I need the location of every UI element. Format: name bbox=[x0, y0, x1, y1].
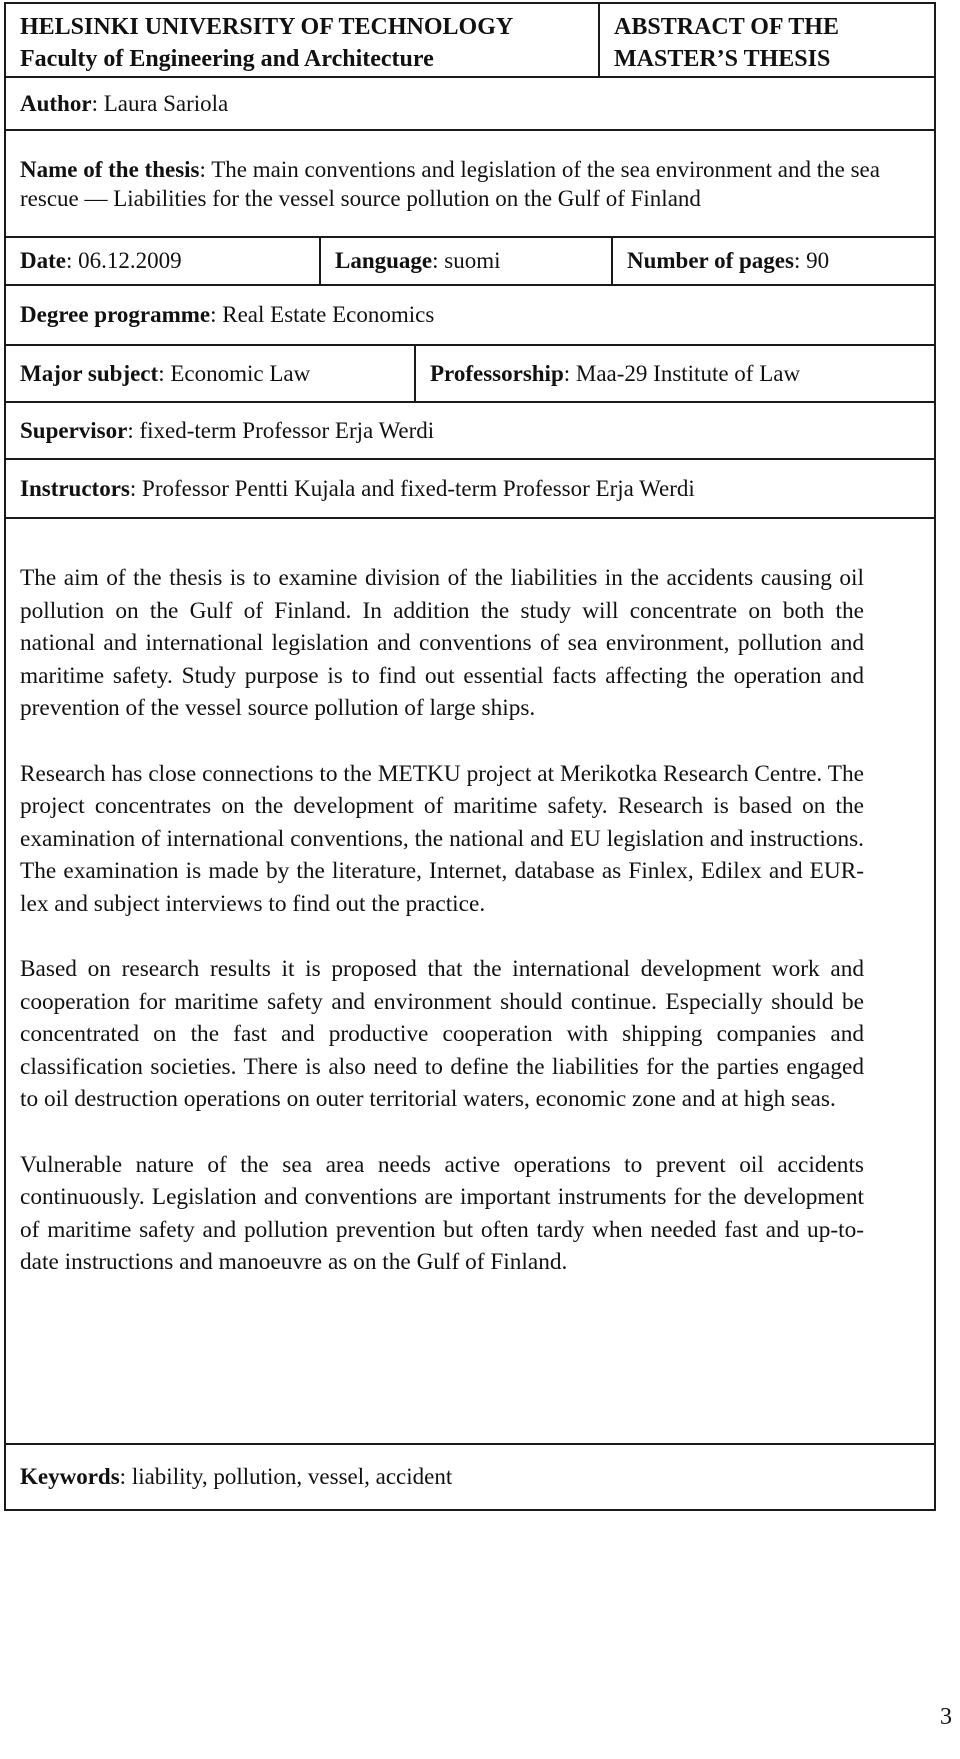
thesis-name-row bbox=[6, 131, 934, 238]
page-number: 3 bbox=[940, 1704, 952, 1730]
language-field: Language: suomi bbox=[319, 238, 611, 284]
pages-field: Number of pages: 90 bbox=[611, 238, 934, 284]
author-value: Laura Sariola bbox=[103, 90, 229, 116]
header-row bbox=[6, 4, 934, 78]
major-professorship-row bbox=[6, 346, 934, 403]
abstract-body bbox=[6, 519, 934, 1314]
abstract-paragraph-4: Vulnerable nature of the sea area needs active operations to prevent oil accidents continuously. Legislation and conventions are important instruments for the development of maritime safety and pollution prevention but often tardy when needed fast and up-to-date instructions and manoeuvre as on the Gulf of Finland. bbox=[20, 1151, 864, 1275]
supervisor-row bbox=[6, 403, 934, 460]
author-row bbox=[6, 78, 934, 131]
author-label: Author bbox=[20, 90, 92, 116]
major-value: Economic Law bbox=[170, 360, 311, 386]
professorship-field: Professorship: Maa-29 Institute of Law bbox=[414, 346, 934, 401]
degree-label: Degree programme bbox=[20, 302, 211, 327]
faculty-name: Faculty of Engineering and Architecture bbox=[20, 46, 434, 72]
abstract-form bbox=[4, 2, 936, 1511]
date-language-pages-row bbox=[6, 238, 934, 286]
abstract-paragraph-3: Based on research results it is proposed that the international development work and cooperation for maritime safety and environment should continue. Especially should be concentrated on the fast and productive cooperation with shipping companies and classification societies. There is also need to define the liabilities for the parties engaged to oil destruction operations on outer territorial waters, economic zone and at high seas. bbox=[20, 956, 864, 1112]
date-label: Date bbox=[20, 248, 66, 273]
document-type-line2: MASTER’S THESIS bbox=[614, 46, 831, 72]
university-name: HELSINKI UNIVERSITY OF TECHNOLOGY bbox=[20, 14, 514, 40]
major-field: Major subject: Economic Law bbox=[20, 360, 311, 386]
professorship-value: Maa-29 Institute of Law bbox=[575, 360, 801, 386]
instructors-field: Instructors: Professor Pentti Kujala and fixed-term Professor Erja Werdi bbox=[20, 475, 695, 501]
keywords-row bbox=[6, 1445, 934, 1509]
supervisor-label: Supervisor bbox=[20, 417, 128, 443]
language-value: suomi bbox=[444, 248, 501, 273]
keywords-field: Keywords: liability, pollution, vessel, accident bbox=[20, 1464, 453, 1489]
keywords-value: liability, pollution, vessel, accident bbox=[131, 1464, 453, 1489]
professorship-label: Professorship bbox=[430, 360, 564, 386]
author-field: Author: Laura Sariola bbox=[20, 90, 229, 116]
degree-row bbox=[6, 286, 934, 346]
degree-field: Degree programme: Real Estate Economics bbox=[20, 302, 435, 327]
institution-block bbox=[6, 4, 598, 76]
thesis-name-field: Name of the thesis: The main conventions and legislation of the sea environment and the sea rescue — Liabilities for the vessel source pollution on the Gulf of Finland bbox=[20, 156, 880, 211]
instructors-value: Professor Pentti Kujala and fixed-term Professor Erja Werdi bbox=[142, 475, 695, 501]
instructors-label: Instructors bbox=[20, 475, 130, 501]
instructors-row bbox=[6, 460, 934, 519]
language-label: Language bbox=[335, 248, 433, 273]
supervisor-field: Supervisor: fixed-term Professor Erja Werdi bbox=[20, 417, 435, 443]
document-type-line1: ABSTRACT OF THE bbox=[614, 14, 839, 40]
major-label: Major subject bbox=[20, 360, 159, 386]
keywords-label: Keywords bbox=[20, 1464, 120, 1489]
thesis-name-label: Name of the thesis bbox=[20, 156, 200, 182]
thesis-name-value: The main conventions and legislation of the sea environment and the sea rescue — Liabilities for the vessel source pollution on the Gulf of Finland bbox=[20, 156, 880, 211]
date-field: Date: 06.12.2009 bbox=[20, 248, 182, 273]
date-value: 06.12.2009 bbox=[78, 248, 182, 273]
supervisor-value: fixed-term Professor Erja Werdi bbox=[139, 417, 435, 443]
document-type-block bbox=[598, 4, 934, 76]
degree-value: Real Estate Economics bbox=[222, 302, 435, 327]
abstract-paragraph-2: Research has close connections to the METKU project at Merikotka Research Centre. The project concentrates on the development of maritime safety. Research is based on the examination of international conventions, the national and EU legislation and instructions. The examination is made by the literature, Internet, database as Finlex, Edilex and EUR-lex and subject interviews to find out the practice. bbox=[20, 760, 864, 917]
abstract-paragraph-1: The aim of the thesis is to examine division of the liabilities in the accidents causing oil pollution on the Gulf of Finland. In addition the study will concentrate on both the national and international legislation and conventions of sea environment, pollution and maritime safety. Study purpose is to find out essential facts affecting the operation and prevention of the vessel source pollution of large ships. bbox=[20, 565, 864, 721]
abstract-row bbox=[6, 519, 934, 1445]
pages-label: Number of pages bbox=[627, 248, 794, 273]
pages-value: 90 bbox=[806, 248, 830, 273]
